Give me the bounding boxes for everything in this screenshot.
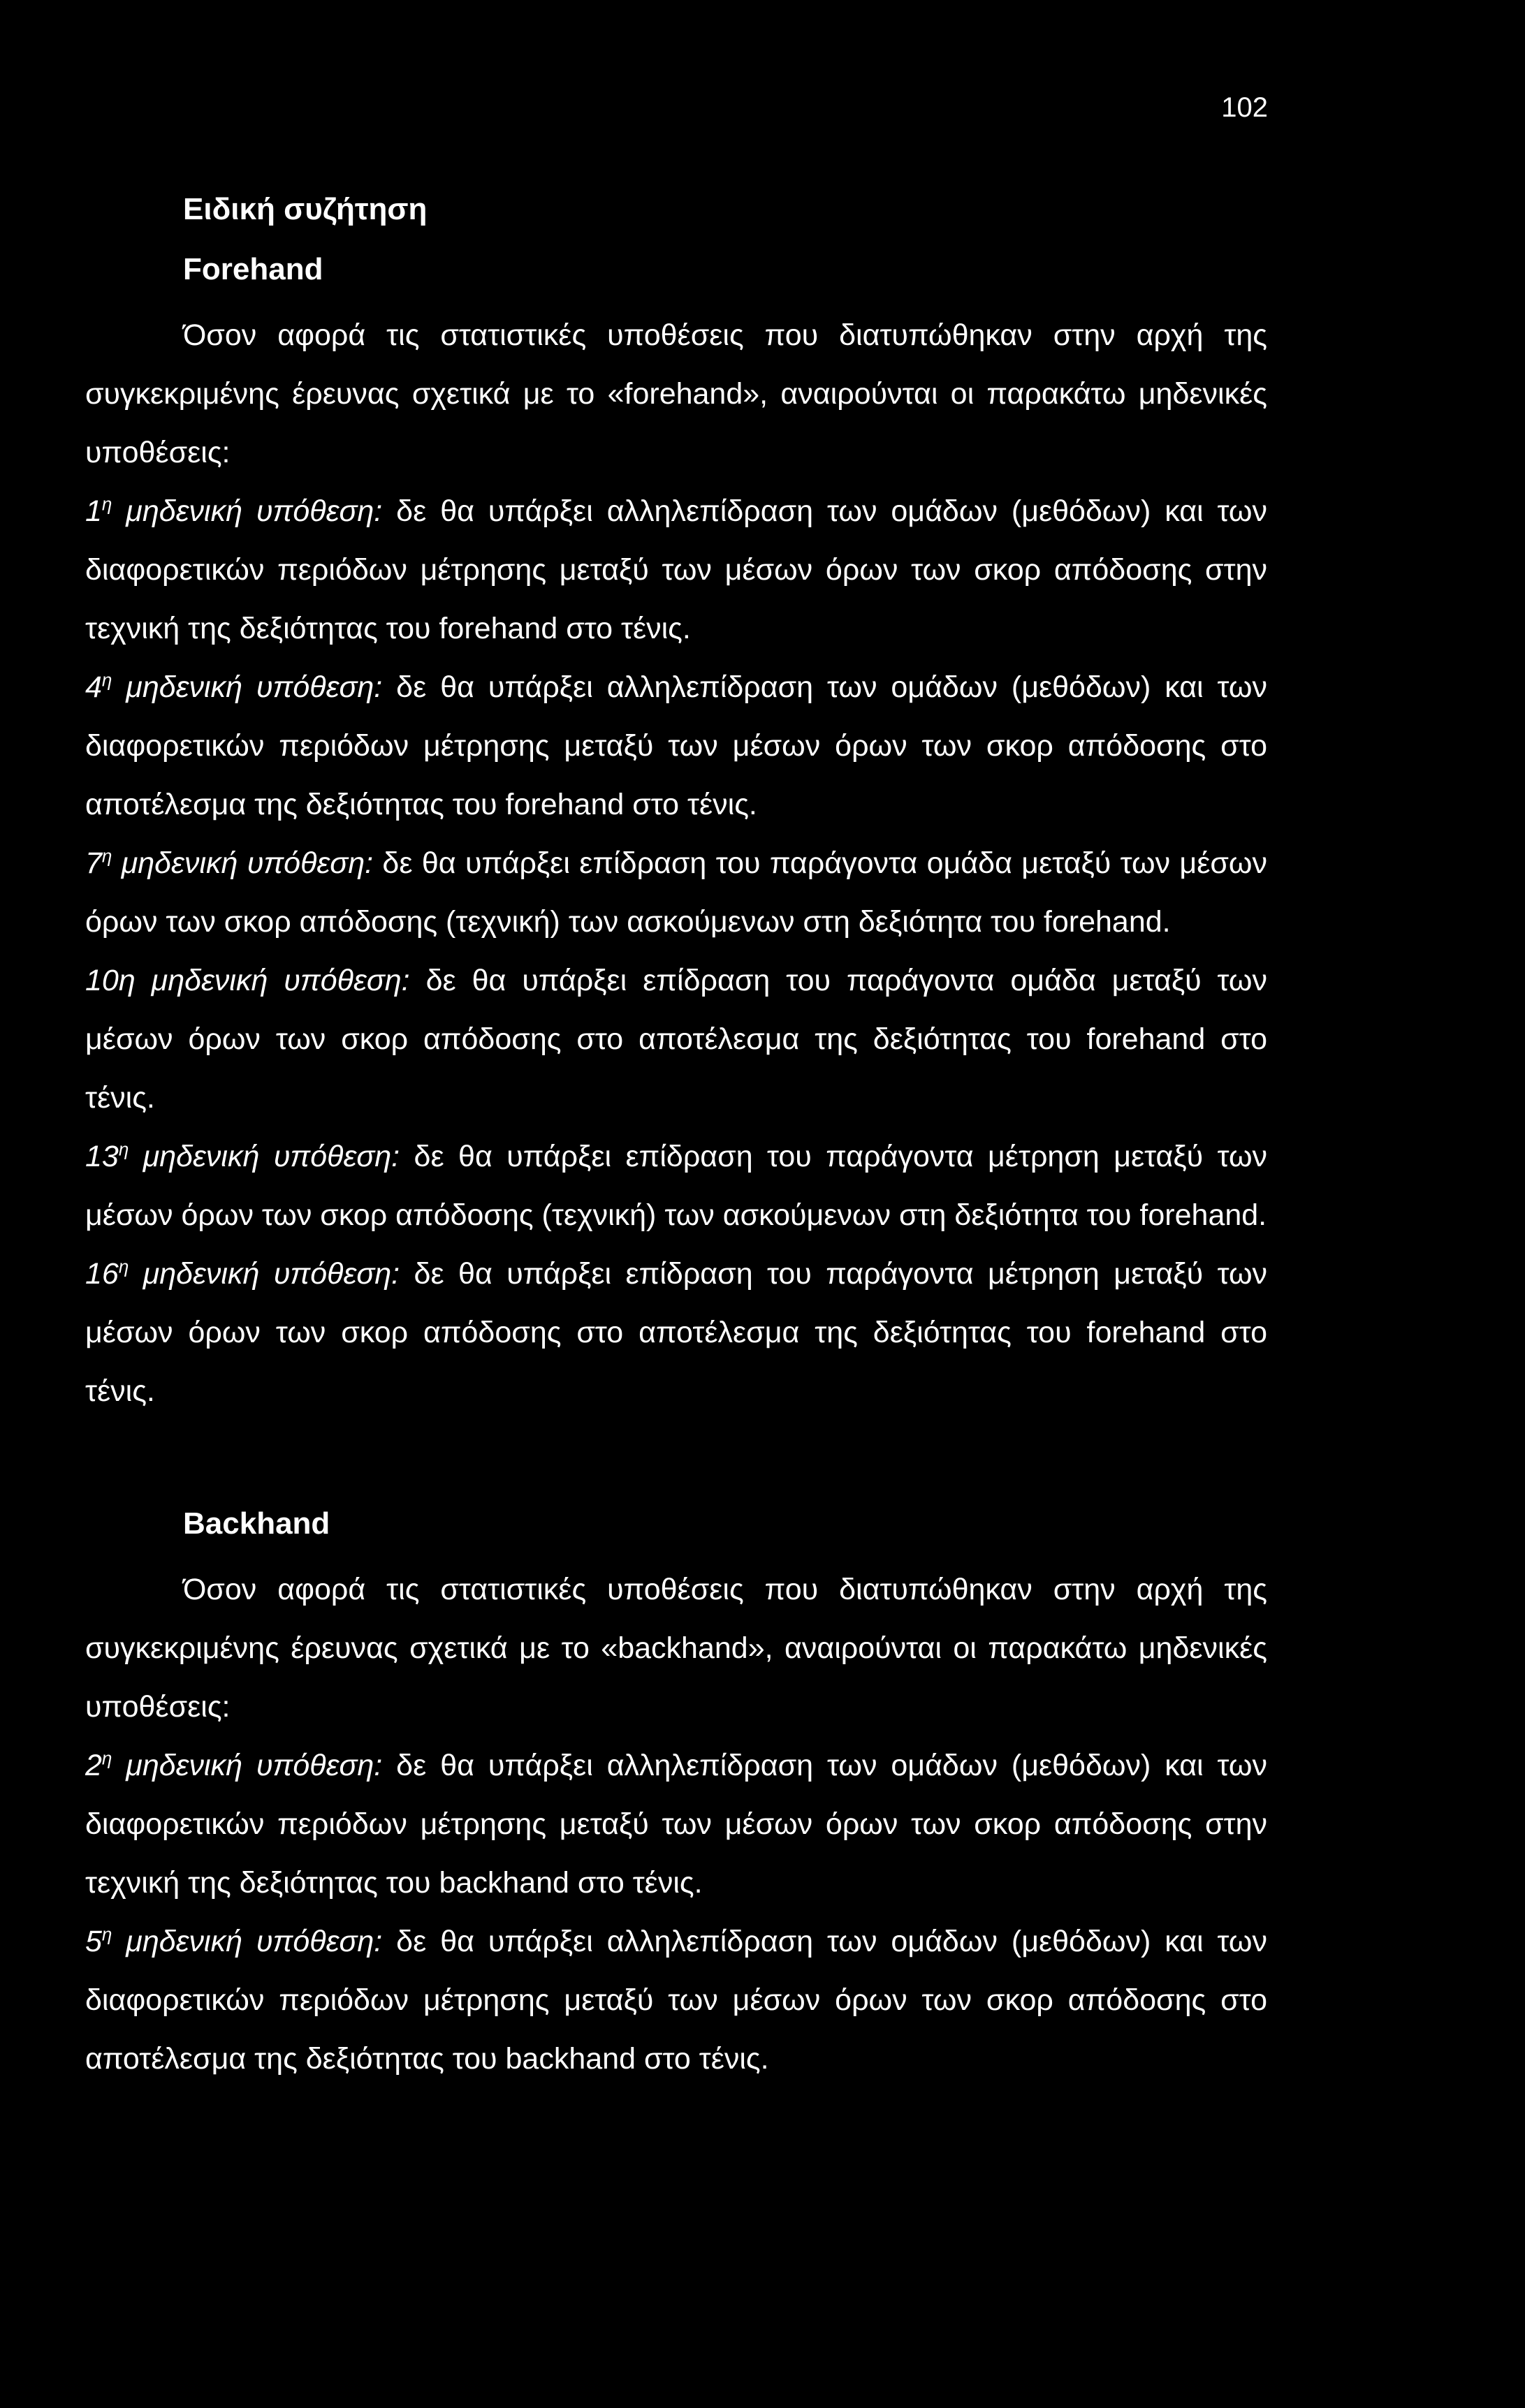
hypothesis-text: δε θα υπάρξει αλληλεπίδραση των ομάδων (μεθόδων) και των διαφορετικών περιόδων μέτρησης μεταξύ των μέσων όρων των σκορ απόδοσης στην τεχνική της δεξιότητας του backhand στο τένις. bbox=[85, 1749, 1267, 1900]
hypothesis-number: $2^\eta$ bbox=[85, 1747, 112, 1782]
hypothesis-text: δε θα υπάρξει αλληλεπίδραση των ομάδων (μεθόδων) και των διαφορετικών περιόδων μέτρησης μεταξύ των μέσων όρων των σκορ απόδοσης στην τεχνική της δεξιότητας του forehand στο τένις. bbox=[85, 494, 1267, 645]
hypothesis-label: μηδενική υπόθεση: bbox=[151, 964, 410, 997]
hypothesis-paragraph bbox=[85, 658, 1267, 834]
hypothesis-number: $16^\eta$ bbox=[85, 1256, 129, 1291]
hypothesis-paragraph bbox=[85, 1127, 1267, 1245]
hypothesis-label: μηδενική υπόθεση: bbox=[126, 494, 383, 528]
hypothesis-text: δε θα υπάρξει επίδραση του παράγοντα μέτρηση μεταξύ των μέσων όρων των σκορ απόδοσης στο αποτέλεσμα της δεξιότητας του forehand στο τένις. bbox=[85, 1257, 1268, 1408]
hypothesis-text: δε θα υπάρξει αλληλεπίδραση των ομάδων (μεθόδων) και των διαφορετικών περιόδων μέτρησης μεταξύ των μέσων όρων των σκορ απόδοσης στο αποτέλεσμα της δεξιότητας του backhand στο τένις. bbox=[85, 1925, 1267, 2076]
hypothesis-label: μηδενική υπόθεση: bbox=[126, 1749, 383, 1782]
hypothesis-label: μηδενική υπόθεση: bbox=[126, 670, 383, 704]
hypothesis-text: δε θα υπάρξει επίδραση του παράγοντα ομάδα μεταξύ των μέσων όρων των σκορ απόδοσης (τεχνική) των ασκούμενων στη δεξιότητα του forehand. bbox=[85, 846, 1267, 939]
forehand-intro: Όσον αφορά τις στατιστικές υποθέσεις που διατυπώθηκαν στην αρχή της συγκεκριμένης έρευνας σχετικά με το «forehand», αναιρούνται οι παρακάτω μηδενικές υποθέσεις: bbox=[85, 318, 1267, 469]
hypothesis-number: $1^\eta$ bbox=[85, 493, 112, 528]
hypothesis-paragraph bbox=[85, 951, 1267, 1127]
page-number: 102 bbox=[1221, 92, 1268, 123]
backhand-intro: Όσον αφορά τις στατιστικές υποθέσεις που διατυπώθηκαν στην αρχή της συγκεκριμένης έρευνας σχετικά με το «backhand», αναιρούνται οι παρακάτω μηδενικές υποθέσεις: bbox=[85, 1573, 1267, 1724]
forehand-heading: Forehand bbox=[183, 252, 323, 286]
section-title: Ειδική συζήτηση bbox=[183, 192, 428, 226]
document-body bbox=[85, 189, 1267, 2088]
hypothesis-paragraph bbox=[85, 834, 1267, 951]
hypothesis-label: μηδενική υπόθεση: bbox=[143, 1140, 400, 1173]
hypothesis-number: $5^\eta$ bbox=[85, 1923, 112, 1958]
hypothesis-text: δε θα υπάρξει αλληλεπίδραση των ομάδων (μεθόδων) και των διαφορετικών περιόδων μέτρησης μεταξύ των μέσων όρων των σκορ απόδοσης στο αποτέλεσμα της δεξιότητας του forehand στο τένις. bbox=[85, 670, 1267, 821]
hypothesis-paragraph bbox=[85, 1245, 1267, 1420]
hypothesis-number: $4^\eta$ bbox=[85, 669, 112, 704]
hypothesis-paragraph bbox=[85, 1912, 1267, 2088]
hypothesis-number: $13^\eta$ bbox=[85, 1138, 129, 1173]
backhand-heading: Backhand bbox=[183, 1506, 330, 1541]
hypothesis-text: δε θα υπάρξει επίδραση του παράγοντα μέτρηση μεταξύ των μέσων όρων των σκορ απόδοσης (τεχνική) των ασκούμενων στη δεξιότητα του forehand. bbox=[85, 1140, 1268, 1232]
hypothesis-label: μηδενική υπόθεση: bbox=[126, 1925, 383, 1958]
hypothesis-text: δε θα υπάρξει επίδραση του παράγοντα ομάδα μεταξύ των μέσων όρων των σκορ απόδοσης στο αποτέλεσμα της δεξιότητας του forehand στο τένις. bbox=[85, 964, 1267, 1115]
hypothesis-label: μηδενική υπόθεση: bbox=[121, 846, 374, 880]
hypothesis-number: $7^\eta$ bbox=[85, 845, 112, 880]
hypothesis-paragraph bbox=[85, 482, 1267, 658]
hypothesis-paragraph bbox=[85, 1736, 1267, 1912]
hypothesis-label: μηδενική υπόθεση: bbox=[143, 1257, 400, 1291]
hypothesis-number: 10η bbox=[85, 964, 136, 997]
